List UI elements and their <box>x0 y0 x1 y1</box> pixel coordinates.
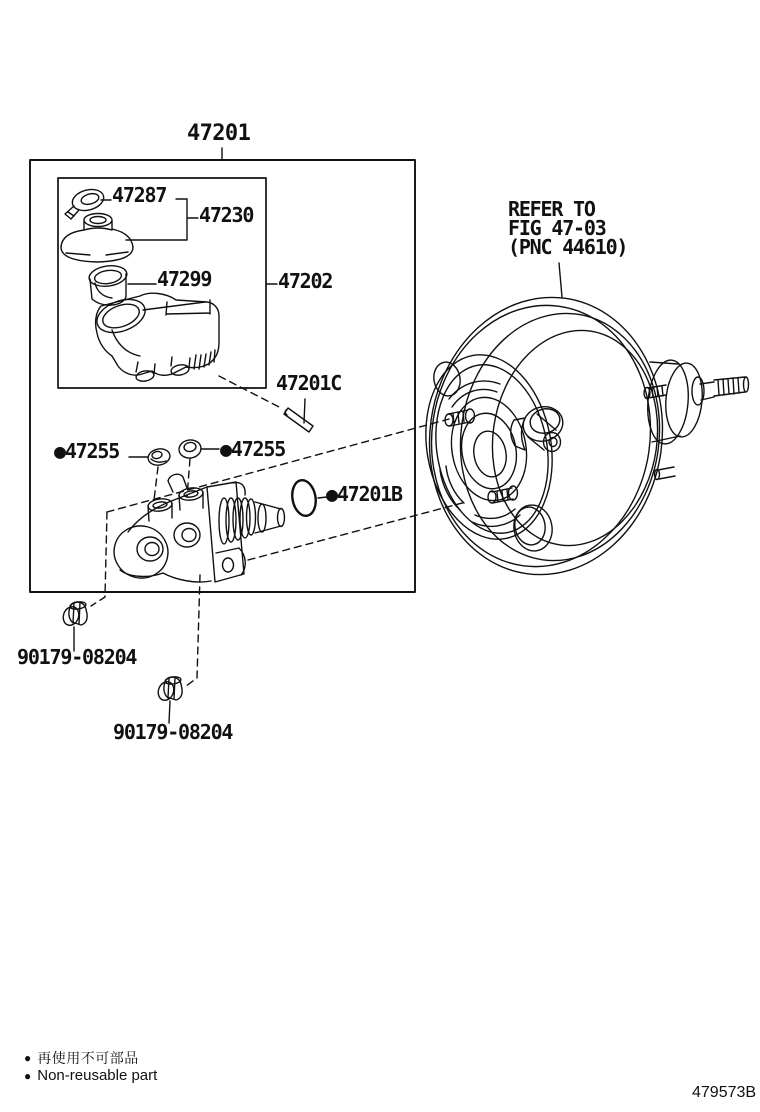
leader-lines <box>74 148 562 723</box>
refer-note-line1: REFER TO <box>508 197 595 221</box>
legend-text-en: Non-reusable part <box>37 1067 158 1084</box>
grommet-right-drawing <box>178 439 202 460</box>
assembly-dashed-lines <box>91 376 466 686</box>
part-label-47201C[interactable]: 47201C <box>276 371 342 395</box>
part-label-47287[interactable]: 47287 <box>112 183 167 207</box>
refer-note <box>508 197 628 259</box>
reservoir-tank-drawing <box>92 293 219 382</box>
pin-drawing <box>284 408 313 432</box>
master-cylinder-drawing <box>108 474 284 584</box>
refer-note-line3: (PNC 44610) <box>508 235 628 259</box>
part-label-47299[interactable]: 47299 <box>157 267 212 291</box>
part-label-90179-08204-upper[interactable]: 90179-08204 <box>17 645 137 669</box>
legend-row-jp <box>24 1050 139 1066</box>
nut-upper-drawing <box>61 601 87 628</box>
strainer-drawing <box>88 263 128 305</box>
legend-row-en <box>24 1068 157 1084</box>
part-label-47201B[interactable]: ●47201B <box>326 482 402 506</box>
part-label-90179-08204-lower[interactable]: 90179-08204 <box>113 720 233 744</box>
reservoir-cap-drawing <box>61 214 133 263</box>
part-label-47255-right[interactable]: ●47255 <box>220 437 286 461</box>
part-label-47202[interactable]: 47202 <box>278 269 333 293</box>
legend-text-jp: 再使用不可部品 <box>37 1050 139 1066</box>
grommet-left-drawing <box>147 447 172 467</box>
o-ring-drawing <box>290 478 319 517</box>
figure-code: 479573B <box>692 1084 757 1101</box>
refer-note-line2: FIG 47-03 <box>508 216 606 240</box>
part-label-47230[interactable]: 47230 <box>199 203 254 227</box>
brake-booster-drawing <box>412 282 749 590</box>
non-reusable-bullet-icon: ● <box>24 1051 32 1065</box>
nut-lower-drawing <box>156 676 182 703</box>
part-label-47201[interactable]: 47201 <box>187 121 251 146</box>
non-reusable-bullet-icon: ● <box>24 1069 32 1083</box>
part-label-47255-left[interactable]: ●47255 <box>54 439 120 463</box>
